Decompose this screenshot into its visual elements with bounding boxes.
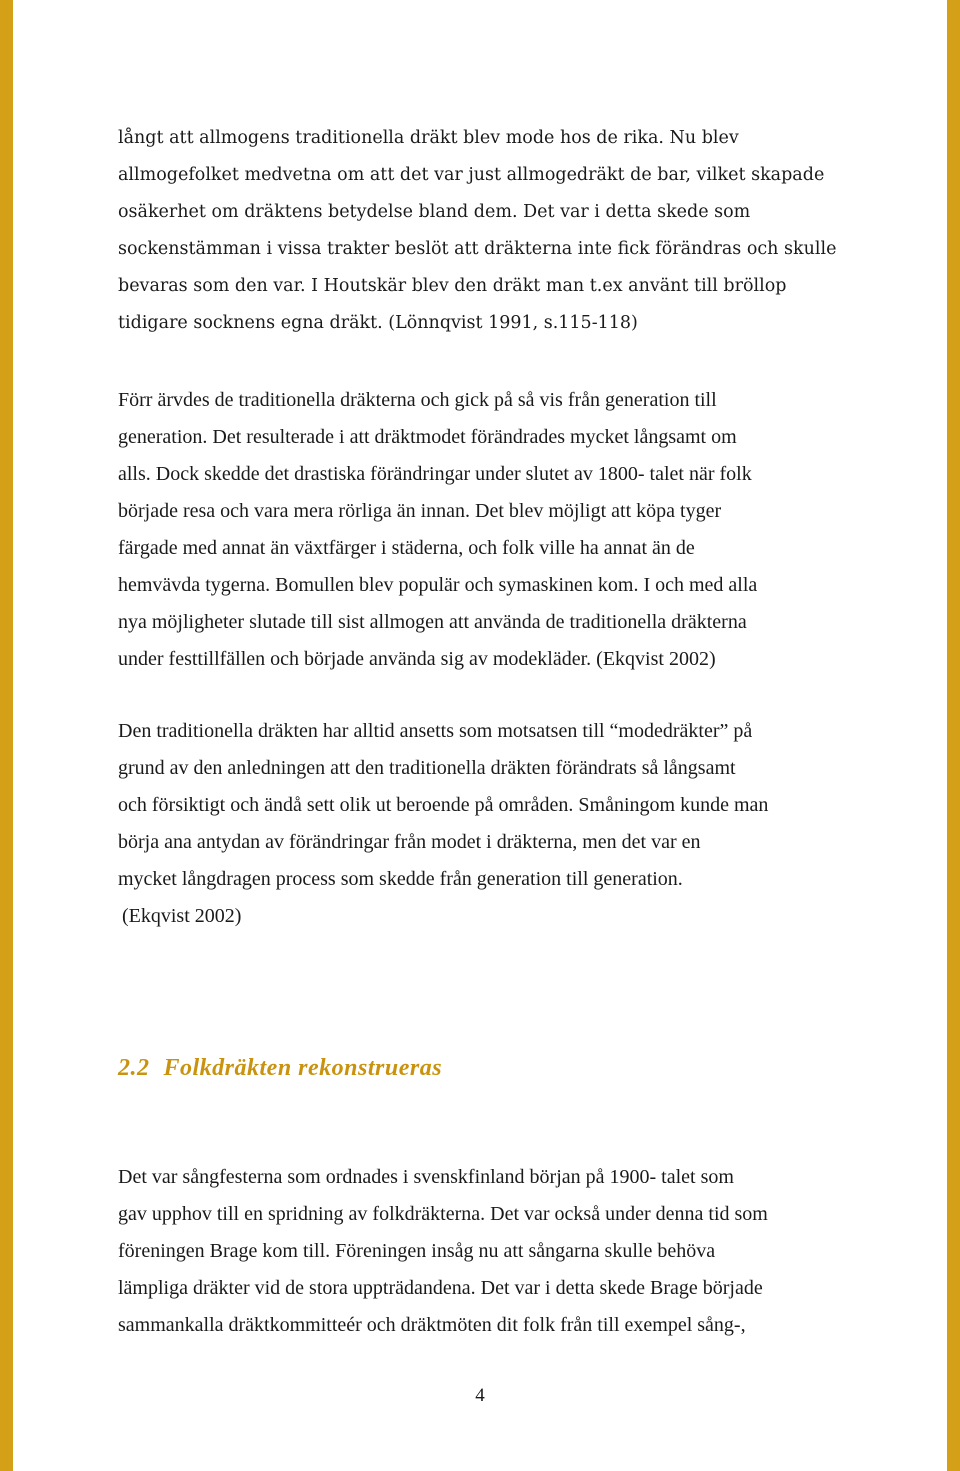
text-line: alls. Dock skedde det drastiska förändringar under slutet av 1800- talet när folk [118, 463, 752, 485]
paragraph-3 [118, 713, 848, 935]
text-line: grund av den anledningen att den traditionella dräkten förändrats så långsamt [118, 757, 736, 779]
text-line: hemvävda tygerna. Bomullen blev populär och symaskinen kom. I och med alla [118, 574, 758, 596]
paragraph-4 [118, 1159, 848, 1344]
text-line: långt att allmogens traditionella dräkt blev mode hos de rika. Nu blev [118, 128, 739, 148]
text-line: bevaras som den var. I Houtskär blev den dräkt man t.ex använt till bröllop [118, 276, 787, 296]
text-line: sammankalla dräktkommitteér och dräktmöten dit folk från till exempel sång-, [118, 1314, 746, 1336]
text-line: generation. Det resulterade i att dräktmodet förändrades mycket långsamt om [118, 426, 737, 448]
text-line: osäkerhet om dräktens betydelse bland dem. Det var i detta skede som [118, 202, 751, 222]
text-line: Det var sångfesterna som ordnades i svenskfinland början på 1900- talet som [118, 1166, 734, 1188]
text-line: sockenstämman i vissa trakter beslöt att dräkterna inte fick förändras och skulle [118, 239, 837, 259]
page-number: 4 [475, 1385, 485, 1406]
text-line: började resa och vara mera rörliga än innan. Det blev möjligt att köpa tyger [118, 500, 722, 522]
text-line: föreningen Brage kom till. Föreningen insåg nu att sångarna skulle behöva [118, 1240, 716, 1262]
text-line: Den traditionella dräkten har alltid ansetts som motsatsen till “modedräkter” på [118, 720, 753, 742]
text-line: tidigare socknens egna dräkt. (Lönnqvist 1991, s.115-118) [118, 313, 638, 333]
text-line: under festtillfällen och började använda sig av modekläder. (Ekqvist 2002) [118, 648, 716, 670]
text-line: Förr ärvdes de traditionella dräkterna och gick på så vis från generation till [118, 389, 717, 411]
text-line: allmogefolket medvetna om att det var just allmogedräkt de bar, vilket skapade [118, 165, 825, 185]
section-title: Folkdräkten rekonstrueras [163, 1055, 443, 1081]
citation: (Ekqvist 2002) [122, 905, 242, 927]
section-number: 2.2 [118, 1055, 150, 1081]
text-line: färgade med annat än växtfärger i städerna, och folk ville ha annat än de [118, 537, 695, 559]
text-line: lämpliga dräkter vid de stora uppträdandena. Det var i detta skede Brage började [118, 1277, 763, 1299]
text-line: nya möjligheter slutade till sist allmogen att använda de traditionella dräkterna [118, 611, 747, 633]
document-body [118, 120, 848, 1344]
paragraph-2 [118, 382, 848, 678]
text-line: och försiktigt och ändå sett olik ut beroende på områden. Småningom kunde man [118, 794, 769, 816]
text-line: gav upphov till en spridning av folkdräkterna. Det var också under denna tid som [118, 1203, 768, 1225]
section-heading [118, 1053, 848, 1083]
paragraph-1 [118, 120, 848, 342]
text-line: mycket långdragen process som skedde från generation till generation. [118, 868, 683, 890]
page-border-right [947, 0, 960, 1471]
page-border-left [0, 0, 13, 1471]
text-line: börja ana antydan av förändringar från modet i dräkterna, men det var en [118, 831, 701, 853]
